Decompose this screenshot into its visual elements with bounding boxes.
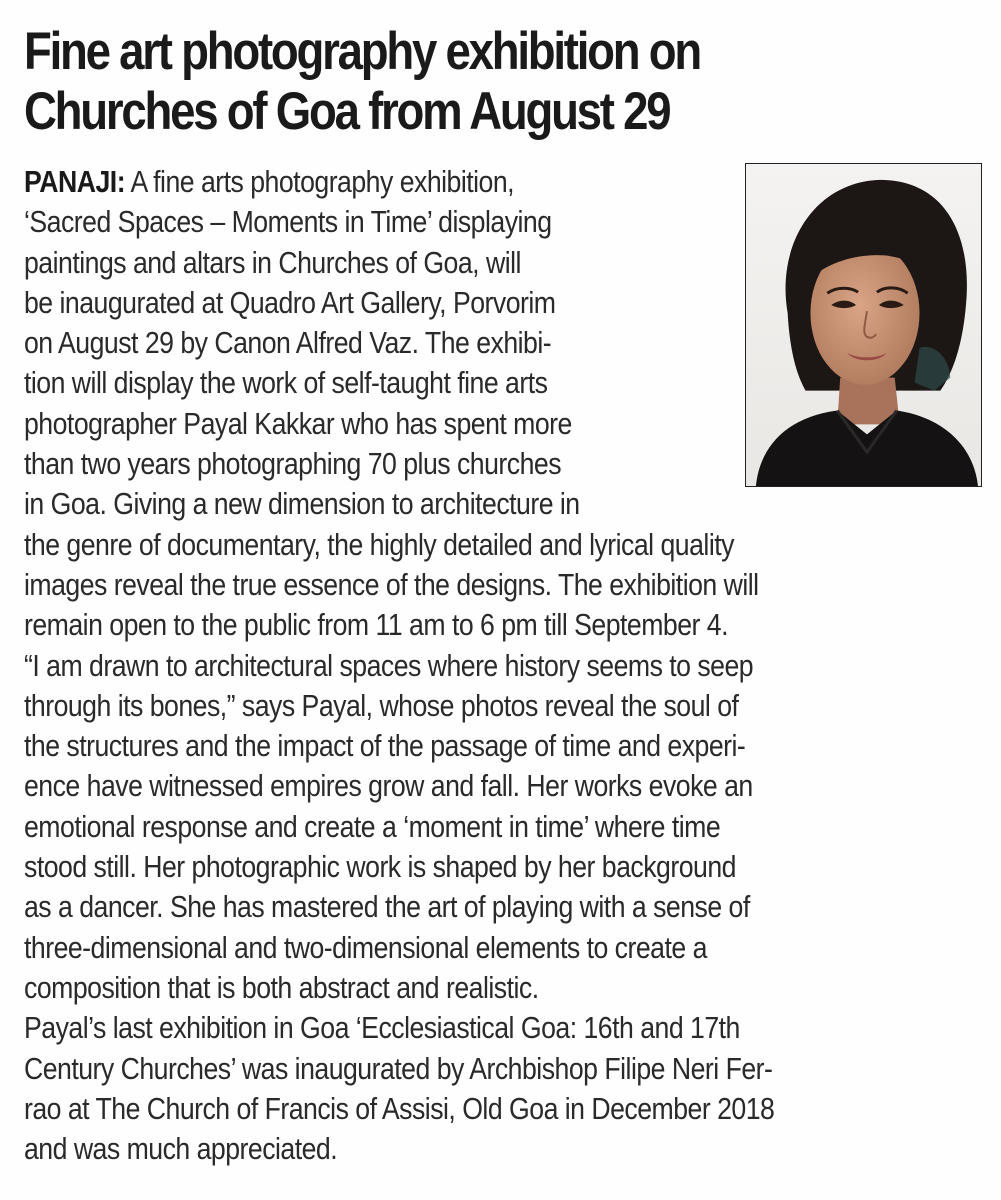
text-line (24, 162, 884, 202)
text-line: images reveal the true essence of the designs. The exhibition will (24, 566, 759, 602)
dateline: PANAJI: (24, 164, 126, 199)
text-line: composition that is both abstract and realistic. (24, 969, 539, 1005)
text-line: remain open to the public from 11 am to 6 pm till September 4. (24, 607, 729, 643)
text-line: Century Churches’ was inaugurated by Archbishop Filipe Neri Fer- (24, 1050, 773, 1086)
headline (24, 22, 850, 142)
text-line: emotional response and create a ‘moment in time’ where time (24, 808, 721, 844)
text-line: photographer Payal Kakkar who has spent more (24, 405, 572, 441)
text-line: rao at The Church of Francis of Assisi, Old Goa in December 2018 (24, 1090, 775, 1126)
text-line: stood still. Her photographic work is shaped by her background (24, 849, 736, 885)
headline-line-1: Fine art photography exhibition on (24, 22, 701, 81)
article-body (24, 162, 884, 1169)
text-line: the structures and the impact of the passage of time and experi- (24, 728, 746, 764)
text-line: as a dancer. She has mastered the art of playing with a sense of (24, 889, 750, 925)
text-line: Payal’s last exhibition in Goa ‘Ecclesiastical Goa: 16th and 17th (24, 1010, 740, 1046)
text-line: than two years photographing 70 plus churches (24, 446, 562, 482)
text-line: ence have witnessed empires grow and fall. Her works evoke an (24, 768, 753, 804)
text-line: paintings and altars in Churches of Goa, will (24, 244, 521, 280)
text-line: be inaugurated at Quadro Art Gallery, Porvorim (24, 284, 556, 320)
text-line: tion will display the work of self-taught fine arts (24, 365, 548, 401)
text-line: ‘Sacred Spaces – Moments in Time’ displaying (24, 204, 552, 240)
text-line: on August 29 by Canon Alfred Vaz. The exhibi- (24, 325, 552, 361)
text-line: through its bones,” says Payal, whose photos reveal the soul of (24, 687, 739, 723)
text-line: “I am drawn to architectural spaces where history seems to seep (24, 647, 754, 683)
text-line: three-dimensional and two-dimensional elements to create a (24, 929, 707, 965)
text-line: the genre of documentary, the highly detailed and lyrical quality (24, 526, 734, 562)
headline-line-2: Churches of Goa from August 29 (24, 82, 670, 141)
text-line: in Goa. Giving a new dimension to architecture in (24, 486, 580, 522)
text-line: and was much appreciated. (24, 1131, 338, 1167)
text-line-segment: A fine arts photography exhibition, (125, 164, 515, 199)
